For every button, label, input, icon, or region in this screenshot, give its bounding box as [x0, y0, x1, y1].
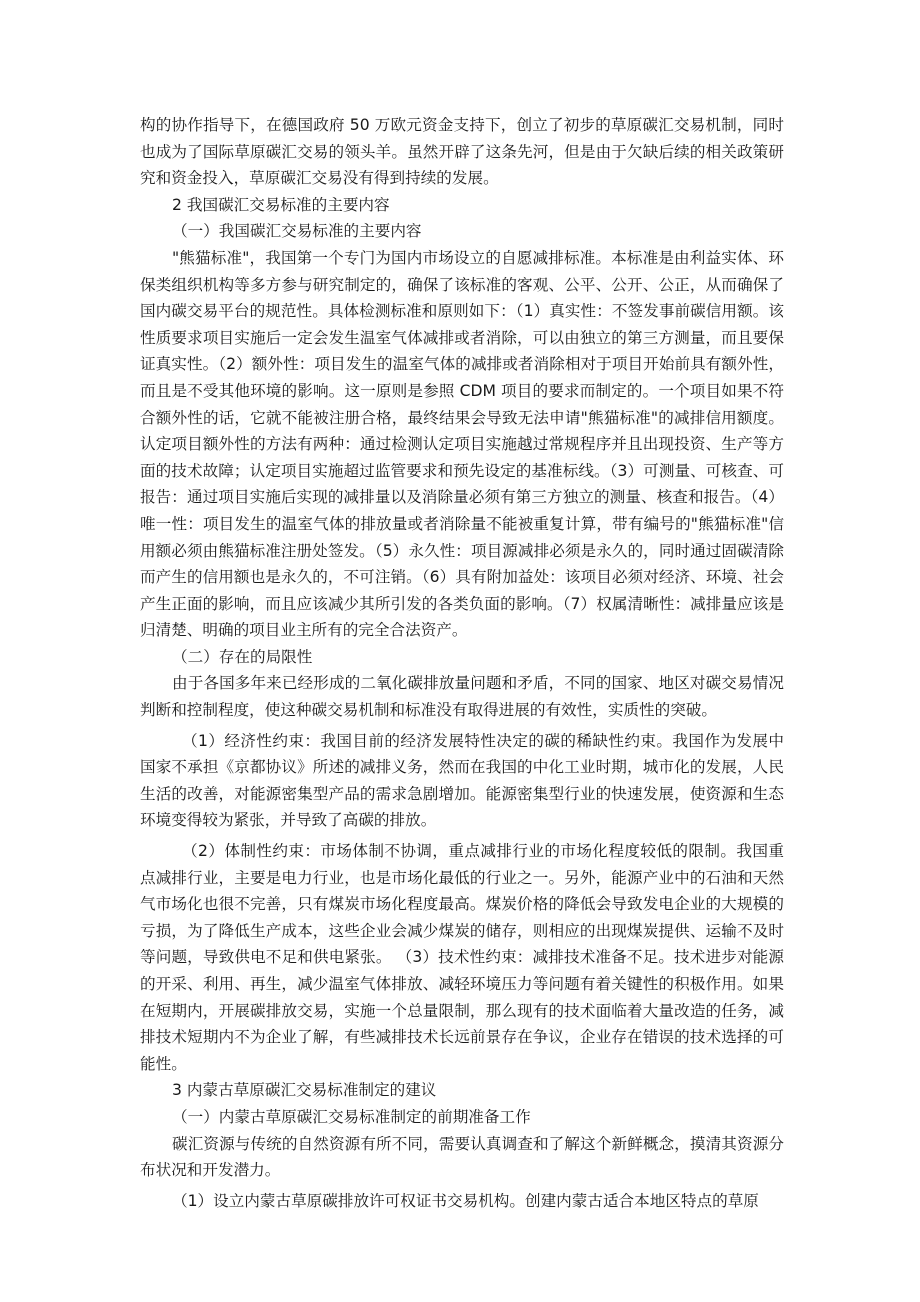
section-heading-3: 3 内蒙古草原碳汇交易标准制定的建议	[172, 1081, 437, 1100]
paragraph-limitations: 由于各国多年来已经形成的二氧化碳排放量问题和矛盾，不同的国家、地区对碳交易情况判断和控制程度，使这种碳交易机制和标准没有取得进展的有效性，实质性的突破。	[140, 674, 784, 720]
paragraph-economic-constraint: （1）经济性约束：我国目前的经济发展特性决定的碳的稀缺性约束。我国作为发展中国家不承担《京都协议》所述的减排义务，然而在我国的中化工业时期，城市化的发展，人民生活的改善，对能源密集型产品的需求急剧增加。能源密集型行业的快速发展，使资源和生态环境变得较为紧张，并导致了高碳的排放。	[140, 731, 784, 830]
paragraph-continuation: 构的协作指导下，在德国政府 50 万欧元资金支持下，创立了初步的草原碳汇交易机制，同时也成为了国际草原碳汇交易的领头羊。虽然开辟了这条先河，但是由于欠缺后续的相关政策研究和资金投入，草原碳汇交易没有得到持续的发展。	[140, 116, 784, 188]
subsection-heading-3: （一）内蒙古草原碳汇交易标准制定的前期准备工作	[172, 1107, 531, 1126]
section-heading-2: 2 我国碳汇交易标准的主要内容	[172, 195, 390, 214]
paragraph-institutional-constraint: （2）体制性约束：市场体制不协调，重点减排行业的市场化程度较低的限制。我国重点减排行业，主要是电力行业，也是市场化最低的行业之一。另外，能源产业中的石油和天然气市场化也很不完善，只有煤炭市场化程度最高。煤炭价格的降低会导致发电企业的大规模的亏损，为了降低生产成本，这些企业会减少煤炭的储存，则相应的出现煤炭提供、运输不及时等问题，导致供电不足和供电紧张。 （3）技术性约束：减排技术准备不足。技术进步对能源的开采、利用、再生，减少温室气体排放、减轻环境压力等问题有着关键性的积极作用。如果在短期内，开展碳排放交易，实施一个总量限制，那么现有的技术面临着大量改造的任务，减排技术短期内不为企业了解，有些减排技术长远前景存在争议，企业存在错误的技术选择的可能性。	[140, 842, 784, 1073]
paragraph-panda-standard: "熊猫标准"，我国第一个专门为国内市场设立的自愿减排标准。本标准是由利益实体、环保类组织机构等多方参与研究制定的，确保了该标准的客观、公平、公开、公正，从而确保了国内碳交易平台的规范性。具体检测标准和原则如下：（1）真实性：不签发事前碳信用额。该性质要求项目实施后一定会发生温室气体减排或者消除，可以由独立的第三方测量，而且要保证真实性。（2）额外性：项目发生的温室气体的减排或者消除相对于项目开始前具有额外性，而且是不受其他环境的影响。这一原则是参照 CDM 项目的要求而制定的。一个项目如果不符合额外性的话，它就不能被注册合格，最终结果会导致无法申请"熊猫标准"的减排信用额度。认定项目额外性的方法有两种：通过检测认定项目实施越过常规程序并且出现投资、生产等方面的技术故障；认定项目实施超过监管要求和预先设定的基准标线。（3）可测量、可核查、可报告：通过项目实施后实现的减排量以及消除量必须有第三方独立的测量、核查和报告。（4）唯一性：项目发生的温室气体的排放量或者消除量不能被重复计算，带有编号的"熊猫标准"信用额必须由熊猫标准注册处签发。（5）永久性：项目源减排必须是永久的，同时通过固碳清除而产生的信用额也是永久的，不可注销。（6）具有附加益处：该项目必须对经济、环境、社会产生正面的影响，而且应该减少其所引发的各类负面的影响。（7）权属清晰性：减排量应该是归清楚、明确的项目业主所有的完全合法资产。	[140, 248, 784, 640]
subsection-heading-1: （一）我国碳汇交易标准的主要内容	[172, 222, 422, 241]
paragraph-trading-agency: （1）设立内蒙古草原碳排放许可权证书交易机构。创建内蒙古适合本地区特点的草原	[172, 1191, 759, 1210]
subsection-heading-2: （二）存在的局限性	[172, 647, 313, 666]
document-page	[140, 112, 784, 1214]
paragraph-carbon-resources: 碳汇资源与传统的自然资源有所不同，需要认真调查和了解这个新鲜概念，摸清其资源分布状况和开发潜力。	[140, 1134, 784, 1180]
